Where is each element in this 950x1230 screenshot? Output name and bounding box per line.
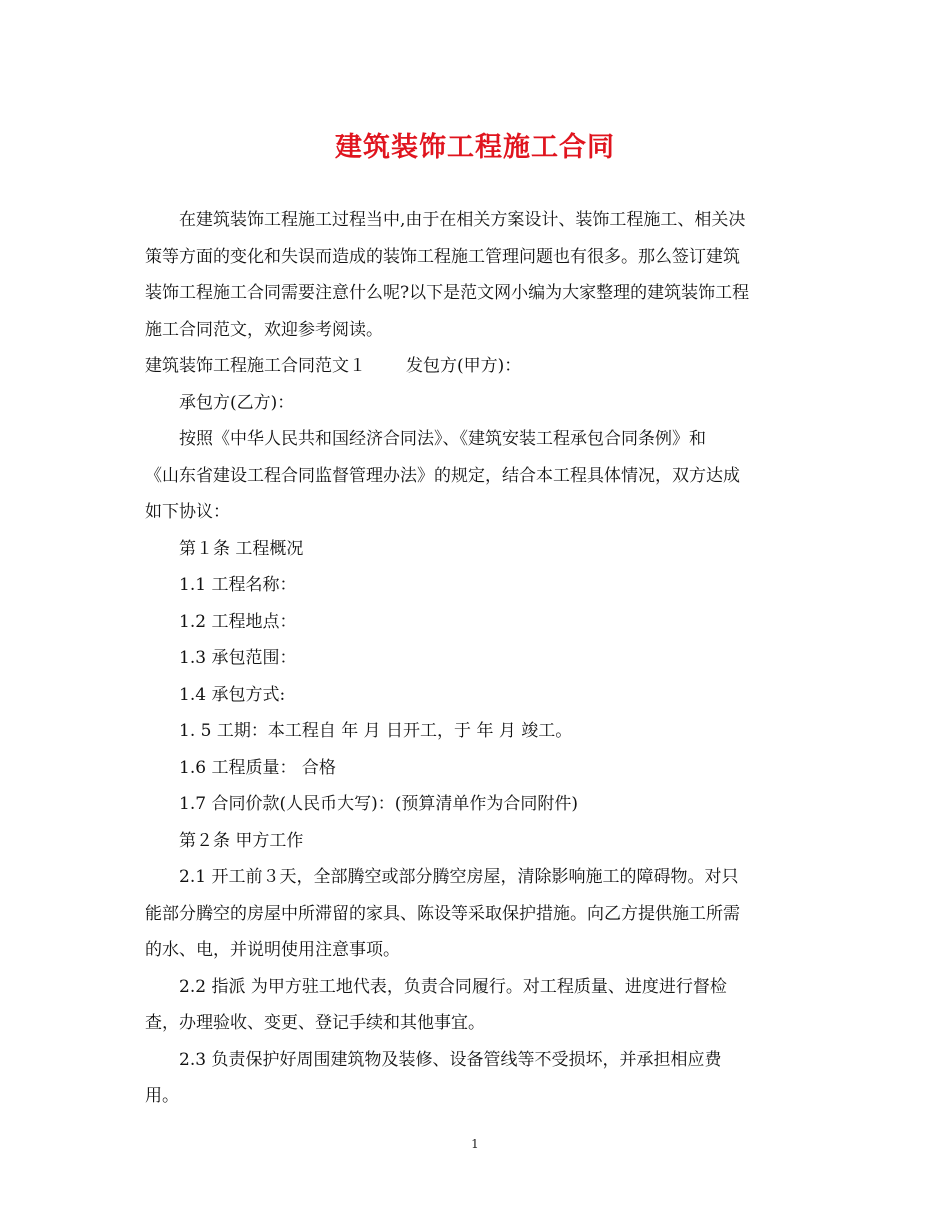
paragraph-line: 如下协议： <box>145 502 230 522</box>
document-body <box>145 202 813 1115</box>
clause-line: 2.1 开工前３天，全部腾空或部分腾空房屋，清除影响施工的障碍物。对只 <box>179 867 739 887</box>
clause-line: 的水、电，并说明使用注意事项。 <box>145 940 400 960</box>
clause-line: 1.2 工程地点： <box>179 611 297 632</box>
clause-line: 1.3 承包范围： <box>179 648 297 668</box>
clause-line: 查，办理验收、变更、登记手续和其他事宜。 <box>145 1013 485 1033</box>
clause-line: 1.6 工程质量： 合格 <box>179 757 336 778</box>
page-number: 1 <box>471 1137 479 1151</box>
paragraph-line: 在建筑装饰工程施工过程当中,由于在相关方案设计、装饰工程施工、相关决 <box>179 210 746 230</box>
sample-heading: 建筑装饰工程施工合同范文１ <box>145 356 366 376</box>
clause-line: 2.3 负责保护好周围建筑物及装修、设备管线等不受损坏，并承担相应费 <box>179 1049 722 1070</box>
heading-line <box>145 348 813 385</box>
clause-line: 用。 <box>145 1086 179 1106</box>
clause-line: 1.7 合同价款(人民币大写)：(预算清单作为合同附件) <box>179 794 578 814</box>
clause-line: 能部分腾空的房屋中所滞留的家具、陈设等采取保护措施。向乙方提供施工所需 <box>145 903 740 924</box>
paragraph-line: 策等方面的变化和失误而造成的装饰工程施工管理问题也有很多。那么签订建筑 <box>145 246 740 267</box>
clause-line: 1.4 承包方式: <box>179 684 286 705</box>
document-title: 建筑装饰工程施工合同 <box>335 132 615 163</box>
clause-line: 1.1 工程名称： <box>179 575 297 595</box>
clause-line: 1. 5 工期：本工程自 年 月 日开工，于 年 月 竣工。 <box>179 721 573 741</box>
paragraph-line: 《山东省建设工程合同监督管理办法》的规定，结合本工程具体情况，双方达成 <box>145 465 740 486</box>
paragraph-line: 施工合同范文，欢迎参考阅读。 <box>145 319 383 340</box>
paragraph-line: 装饰工程施工合同需要注意什么呢?以下是范文网小编为大家整理的建筑装饰工程 <box>145 283 750 303</box>
section-heading: 第２条 甲方工作 <box>179 830 304 851</box>
clause-line: 2.2 指派 为甲方驻工地代表，负责合同履行。对工程质量、进度进行督检 <box>179 976 727 997</box>
section-heading: 第１条 工程概况 <box>179 538 304 559</box>
paragraph-line: 按照《中华人民共和国经济合同法》、《建筑安装工程承包合同条例》和 <box>179 429 706 449</box>
party-b-label: 承包方(乙方)： <box>179 392 295 413</box>
party-a-label: 发包方(甲方)： <box>406 356 522 376</box>
